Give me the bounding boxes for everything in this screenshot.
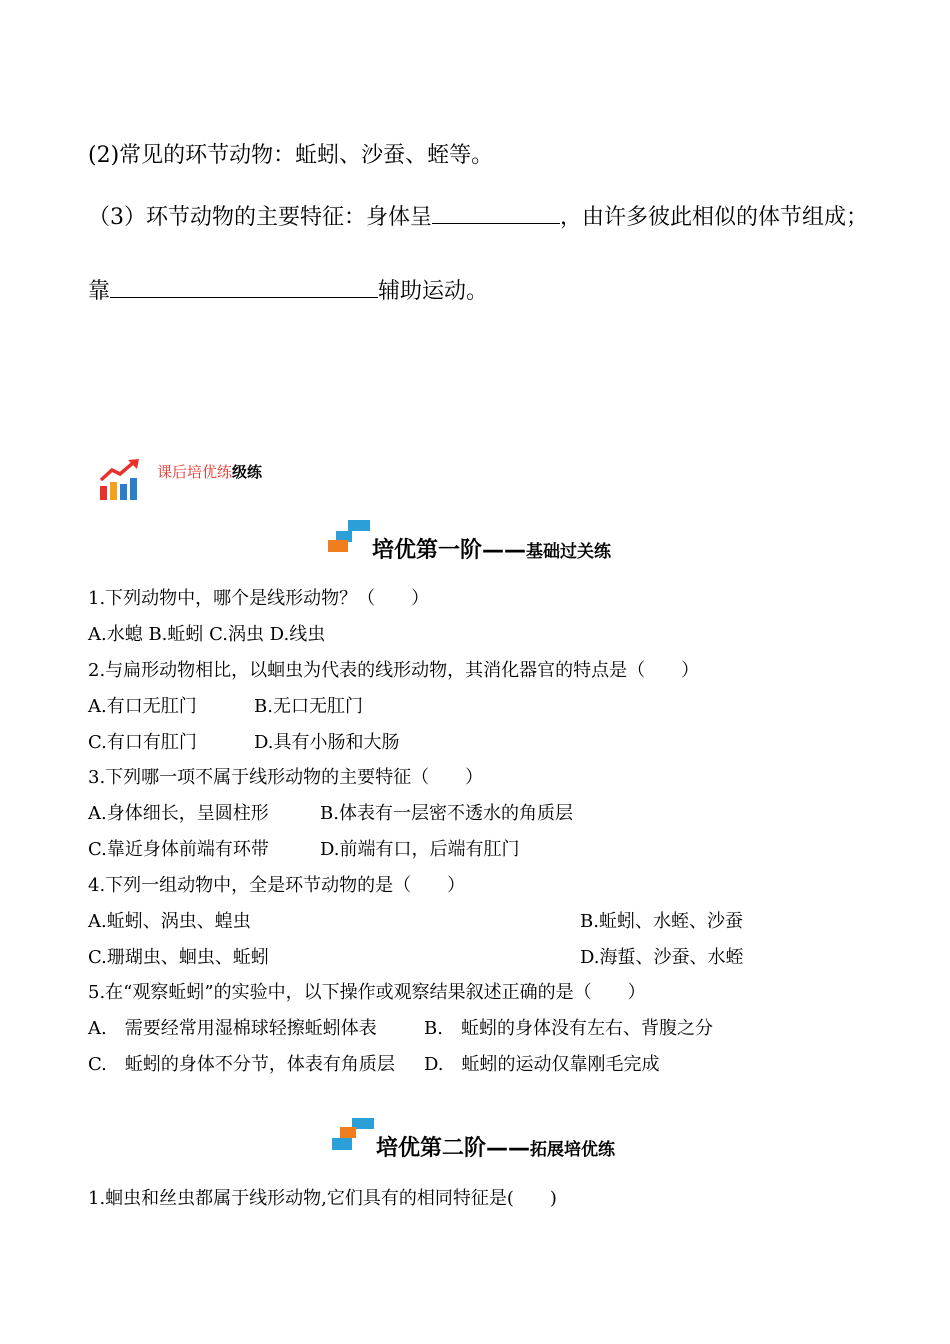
section-2-title — [376, 1131, 615, 1162]
stair-steps-icon — [332, 1118, 374, 1152]
question-4-option-d: D.海蜇、沙蚕、水蛭 — [580, 947, 744, 968]
section-1-title-main: 培优第一阶—— — [372, 538, 527, 563]
section-1-title-sub: 基础过关练 — [526, 542, 612, 562]
intro-line-3-suffix: ，由许多彼此相似的体节组成； — [560, 205, 869, 230]
stair-steps-icon — [328, 520, 370, 554]
after-class-label-red: 课后培优练 — [157, 463, 233, 481]
question-5-option-d: D. 蚯蚓的运动仅靠刚毛完成 — [424, 1054, 660, 1075]
fill-blank-movement-aid[interactable] — [110, 275, 378, 298]
section-2-title-main: 培优第二阶—— — [376, 1136, 531, 1161]
question-4: 4.下列一组动物中，全是环节动物的是（ ） — [88, 875, 466, 896]
intro-line-4 — [88, 274, 488, 305]
intro-line-4-prefix: 靠 — [88, 279, 111, 304]
after-class-label-black: 级练 — [232, 463, 263, 481]
question-5-option-a: A. 需要经常用湿棉球轻擦蚯蚓体表 — [88, 1018, 377, 1039]
question-2-option-c: C.有口有肛门 — [88, 732, 197, 753]
question-5-option-c: C. 蚯蚓的身体不分节，体表有角质层 — [88, 1054, 395, 1075]
question-4-option-b: B.蚯蚓、水蛭、沙蚕 — [580, 911, 743, 932]
fill-blank-body-shape[interactable] — [432, 201, 560, 224]
question-3-option-a: A.身体细长，呈圆柱形 — [88, 803, 269, 824]
question-2-option-d: D.具有小肠和大肠 — [254, 732, 400, 753]
question-3-option-c: C.靠近身体前端有环带 — [88, 839, 269, 860]
question-2: 2.与扁形动物相比，以蛔虫为代表的线形动物，其消化器官的特点是（ ） — [88, 660, 700, 681]
question-3-option-d: D.前端有口，后端有肛门 — [320, 839, 520, 860]
question-3-option-b: B.体表有一层密不透水的角质层 — [320, 803, 573, 824]
section-2-title-sub: 拓展培优练 — [530, 1140, 616, 1160]
question-2-option-a: A.有口无肛门 — [88, 696, 197, 717]
question-1-options: A.水螅 B.蚯蚓 C.涡虫 D.线虫 — [88, 624, 326, 645]
question-1: 1.下列动物中，哪个是线形动物？（ ） — [88, 588, 430, 609]
intro-line-3-prefix: （3）环节动物的主要特征：身体呈 — [88, 205, 432, 230]
question-4-option-c: C.珊瑚虫、蛔虫、蚯蚓 — [88, 947, 269, 968]
question-2-1: 1.蛔虫和丝虫都属于线形动物,它们具有的相同特征是( ) — [88, 1188, 557, 1209]
question-2-option-b: B.无口无肛门 — [254, 696, 363, 717]
question-3: 3.下列哪一项不属于线形动物的主要特征（ ） — [88, 767, 484, 788]
question-5-option-b: B. 蚯蚓的身体没有左右、背腹之分 — [424, 1018, 713, 1039]
section-1-title — [372, 533, 611, 564]
intro-line-3 — [88, 200, 868, 231]
question-4-option-a: A.蚯蚓、涡虫、蝗虫 — [88, 911, 251, 932]
growth-chart-icon — [98, 458, 144, 502]
after-class-label — [157, 461, 262, 482]
intro-line-4-suffix: 辅助运动。 — [378, 279, 489, 304]
question-5: 5.在“观察蚯蚓”的实验中，以下操作或观察结果叙述正确的是（ ） — [88, 982, 646, 1003]
intro-line-2: (2)常见的环节动物：蚯蚓、沙蚕、蛭等。 — [88, 143, 494, 168]
